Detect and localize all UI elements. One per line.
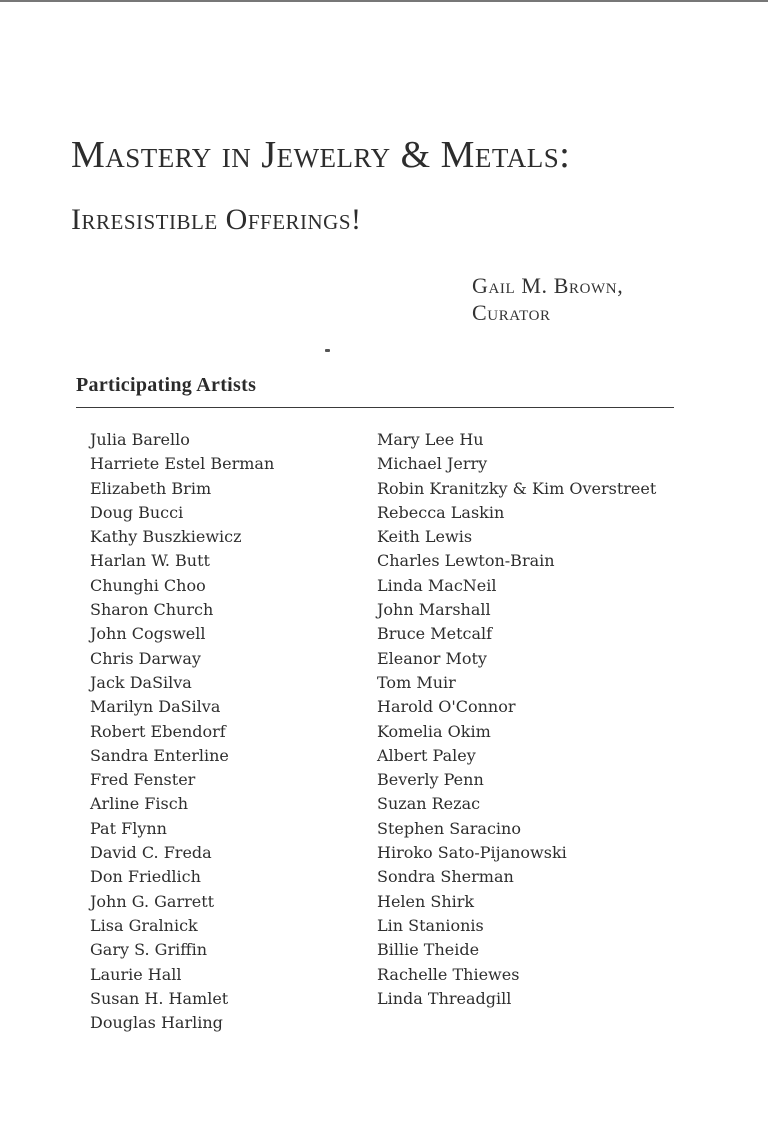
artist-name: Komelia Okim [377, 721, 491, 741]
artist-name: Laurie Hall [90, 964, 182, 984]
curator-name: Gail M. Brown, [472, 273, 624, 298]
artist-name: John G. Garrett [90, 891, 215, 911]
heading-rule [76, 407, 674, 408]
artist-name: Susan H. Hamlet [90, 988, 229, 1008]
artist-name: Chunghi Choo [90, 575, 206, 595]
artist-name: Chris Darway [90, 648, 201, 668]
artist-name: Don Friedlich [90, 867, 201, 887]
artist-name: Jack DaSilva [90, 672, 192, 692]
print-speck [325, 349, 330, 352]
artist-name: Sharon Church [90, 600, 214, 620]
artist-name: John Cogswell [90, 624, 206, 644]
artist-name: Stephen Saracino [377, 818, 521, 838]
page-subtitle: Irresistible Offerings! [71, 203, 362, 236]
artist-name: Suzan Rezac [377, 794, 481, 814]
artist-name: Bruce Metcalf [377, 624, 493, 644]
artist-name: Linda Threadgill [377, 988, 512, 1008]
section-heading: Participating Artists [76, 374, 257, 396]
artist-name: Charles Lewton-Brain [377, 551, 555, 571]
artist-name: Sandra Enterline [90, 745, 229, 765]
artist-name: Rachelle Thiewes [377, 964, 520, 984]
artist-list-right [377, 428, 656, 1011]
artist-name: David C. Freda [90, 843, 212, 863]
artist-name: Robin Kranitzky & Kim Overstreet [377, 478, 657, 498]
artist-name: Fred Fenster [90, 770, 196, 790]
artist-name: Sondra Sherman [377, 867, 514, 887]
artist-name: Kathy Buszkiewicz [90, 527, 242, 547]
curator-credit [472, 272, 623, 326]
artist-name: Linda MacNeil [377, 575, 497, 595]
artist-name: Arline Fisch [90, 794, 188, 814]
curator-role: Curator [472, 300, 551, 325]
artist-name: Lin Stanionis [377, 915, 484, 935]
artist-name: Gary S. Griffin [90, 940, 207, 960]
artist-name: Hiroko Sato-Pijanowski [377, 843, 567, 863]
artist-name: Elizabeth Brim [90, 478, 212, 498]
artist-name: Robert Ebendorf [90, 721, 226, 741]
artist-name: Harold O'Connor [377, 697, 516, 717]
artist-name: John Marshall [377, 600, 491, 620]
artist-name: Mary Lee Hu [377, 430, 484, 449]
artist-name: Beverly Penn [377, 770, 484, 790]
artist-name: Douglas Harling [90, 1013, 223, 1033]
artist-name: Keith Lewis [377, 527, 473, 547]
artist-name: Tom Muir [377, 672, 456, 692]
artist-name: Billie Theide [377, 940, 480, 960]
artist-name: Doug Bucci [90, 502, 184, 522]
artist-name: Harriete Estel Berman [90, 454, 275, 474]
artist-name: Julia Barello [90, 430, 190, 449]
artist-name: Michael Jerry [377, 454, 488, 474]
artist-name: Eleanor Moty [377, 648, 487, 668]
artist-name: Helen Shirk [377, 891, 475, 911]
artist-name: Albert Paley [377, 745, 476, 765]
artist-name: Rebecca Laskin [377, 502, 505, 522]
page-top-edge-line [0, 0, 768, 2]
page-title: Mastery in Jewelry & Metals: [71, 134, 571, 176]
artist-name: Marilyn DaSilva [90, 697, 221, 717]
artist-name: Lisa Gralnick [90, 915, 198, 935]
artist-name: Harlan W. Butt [90, 551, 210, 571]
artist-name: Pat Flynn [90, 818, 167, 838]
artist-list-left [90, 428, 274, 1035]
